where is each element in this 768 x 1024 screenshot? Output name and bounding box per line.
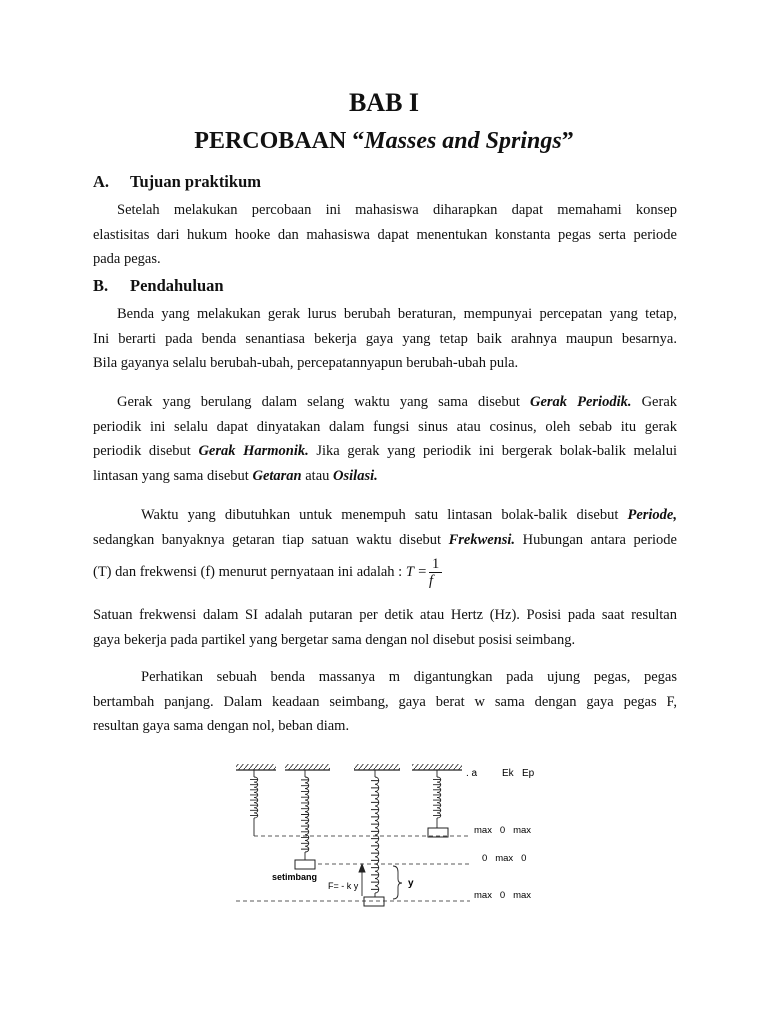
section-b-number: B. [93, 276, 109, 295]
term-frekwensi: Frekwensi. [448, 531, 516, 548]
title-prefix: PERCOBAAN “ [194, 128, 365, 154]
label-force: F= - k y [328, 881, 359, 891]
level-lines [236, 836, 470, 901]
row-1-values: max 0 max [474, 825, 532, 836]
paragraph-line: Ini berarti pada benda senantiasa bekerja gaya yang tetap baik arahnya maupun besarnya. [93, 330, 677, 347]
force-arrow [359, 864, 365, 896]
formula-denominator: f [429, 573, 434, 589]
paragraph-line: bertambah panjang. Dalam keadaan seimbang, gaya berat w sama dengan gaya pegas F, [93, 693, 677, 710]
term-osilasi: Osilasi. [333, 467, 378, 484]
row-2-values: 0 max 0 [482, 853, 527, 864]
spring-2 [301, 770, 309, 860]
term-getaran: Getaran [252, 467, 302, 484]
paragraph-line: pada pegas. [93, 251, 161, 267]
paragraph-line: Benda yang melakukan gerak lurus berubah beraturan, mempunyai percepatan yang tetap, [117, 306, 677, 322]
mass-bottom [364, 897, 384, 906]
paragraph-line: Gerak yang berulang dalam selang waktu yang sama disebut Gerak Periodik. Gerak [117, 394, 678, 410]
paragraph-line: periodik ini selalu dapat dinyatakan dalam fungsi sinus atau cosinus, oleh sebab itu gerak [93, 418, 677, 435]
mass-setimbang [295, 860, 315, 869]
paragraph-line: Bila gayanya selalu berubah-ubah, percepatannyapun berubah-ubah pula. [93, 355, 519, 371]
paragraph-line: sedangkan banyaknya getaran tiap satuan waktu disebut Frekwensi. Hubungan antara periode [93, 531, 677, 548]
paragraph-line: resultan gaya sama dengan nol, beban diam. [93, 718, 350, 734]
spring-4 [433, 770, 441, 828]
formula-numerator: 1 [429, 556, 442, 573]
paragraph-line: gaya bekerja pada partikel yang bergetar sama dengan nol disebut posisi seimbang. [93, 631, 576, 648]
formula-lhs: T = [405, 563, 428, 580]
label-setimbang: setimbang [272, 872, 318, 882]
paragraph-line: lintasan yang sama disebut Getaran atau Osilasi. [93, 467, 378, 484]
chapter-heading: BAB I [348, 88, 420, 117]
paragraph-line: periodik disebut Gerak Harmonik. Jika gerak yang periodik ini bergerak bolak-balik melalui [93, 443, 677, 459]
paragraph-line: elastisitas dari hukum hooke dan mahasiswa dapat menentukan konstanta pegas serta periode [93, 226, 677, 243]
section-a-number: A. [93, 172, 110, 191]
header-ek: Ek [502, 768, 514, 779]
spring-3 [371, 770, 379, 897]
label-y: y [408, 878, 414, 889]
section-b-label: Pendahuluan [130, 276, 224, 295]
spring-1 [250, 770, 258, 836]
term-periode: Periode, [627, 507, 677, 523]
title-suffix: ” [561, 128, 574, 154]
paragraph-line: Setelah melakukan percobaan ini mahasiswa diharapkan dapat memahami konsep [117, 202, 677, 218]
section-a-label: Tujuan praktikum [130, 172, 261, 191]
header-ep: Ep [522, 768, 535, 779]
paragraph-line: Satuan frekwensi dalam SI adalah putaran per detik atau Hertz (Hz). Posisi pada saat resultan [93, 607, 677, 623]
paragraph-line: Perhatikan sebuah benda massanya m digantungkan pada ujung pegas, pegas [141, 669, 677, 685]
paragraph-line: Waktu yang dibutuhkan untuk menempuh satu lintasan bolak-balik disebut Periode, [141, 507, 677, 523]
title-italic: Masses and Springs [364, 128, 562, 154]
row-3-values: max 0 max [474, 890, 532, 901]
term-gerak-periodik: Gerak Periodik. [529, 394, 632, 410]
term-gerak-harmonik: Gerak Harmonik. [198, 443, 309, 459]
paragraph-line: (T) dan frekwensi (f) menurut pernyataan ini adalah : T = $\frac{1}{f}$ [93, 556, 677, 589]
header-a: . a [466, 768, 478, 779]
y-brace [393, 866, 402, 899]
